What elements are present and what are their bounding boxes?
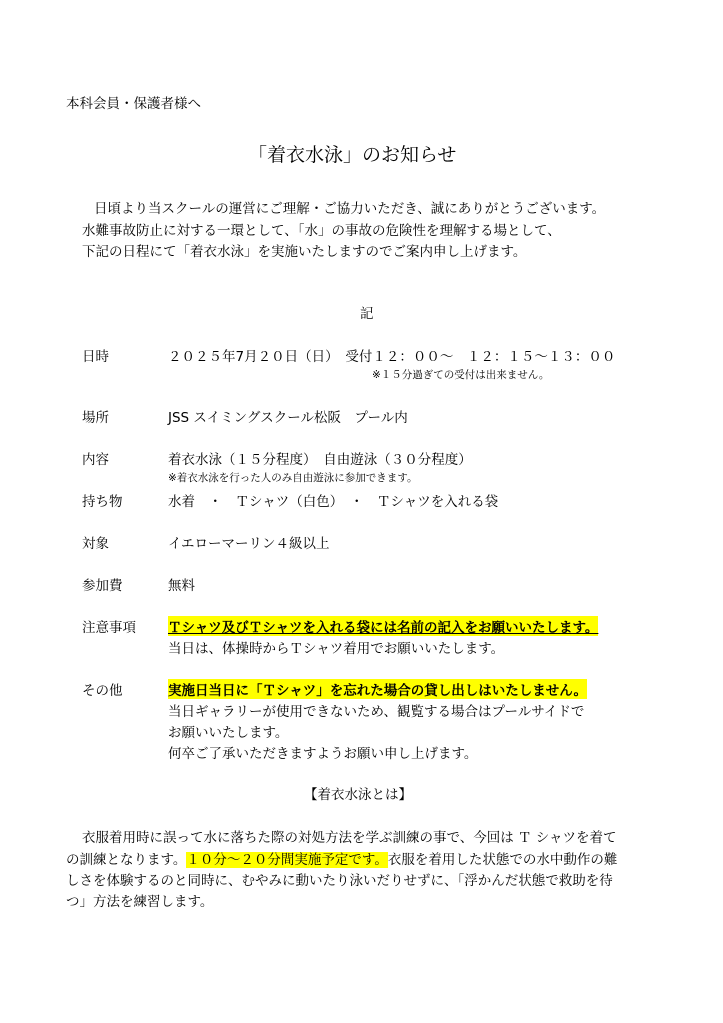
about-line-3: しさを体験するのと同時に、むやみに動いたり泳いだりせずに、「浮かんだ状態で救助を待 xyxy=(66,873,613,889)
intro-line-3: 下記の日程にて「着衣水泳」を実施いたしますのでご案内申し上げます。 xyxy=(82,244,527,260)
items-label: 持ち物 xyxy=(82,494,123,510)
other-highlight: 実施日当日に「Ｔシャツ」を忘れた場合の貸し出しはいたしません。 xyxy=(168,679,587,699)
page-title: 「着衣水泳」のお知らせ xyxy=(248,144,457,166)
place-label: 場所 xyxy=(82,410,109,426)
target-label: 対象 xyxy=(82,536,109,552)
ki-mark: 記 xyxy=(360,306,374,322)
other-line-4: 何卒ご了承いただきますようお願い申し上げます。 xyxy=(168,746,478,762)
about-line-2b: 衣服を着用した状態での水中動作の難 xyxy=(387,852,618,868)
place-value: JSS スイミングスクール松阪 プール内 xyxy=(168,410,408,426)
content-label: 内容 xyxy=(82,452,109,468)
date-value: ２０２５年7月２０日（日） 受付１２：００～ １２：１５～１３：００ xyxy=(168,349,616,365)
items-value: 水着 ・ Ｔシャツ（白色） ・ Ｔシャツを入れる袋 xyxy=(168,494,499,510)
other-line-3: お願いいたします。 xyxy=(168,725,289,741)
caution-label: 注意事項 xyxy=(82,620,136,636)
intro-line-1: 日頃より当スクールの運営にご理解・ご協力いただき、誠にありがとうございます。 xyxy=(94,201,606,217)
date-note: ※１５分過ぎての受付は出来ません。 xyxy=(372,369,550,381)
about-line-2 xyxy=(66,848,617,868)
other-line-2: 当日ギャラリーが使用できないため、観覧する場合はプールサイドで xyxy=(168,704,585,720)
caution-line-2: 当日は、体操時からＴシャツ着用でお願いいたします。 xyxy=(168,641,505,657)
other-label: その他 xyxy=(82,683,123,699)
about-line-1: 衣服着用時に誤って水に落ちた際の対処方法を学ぶ訓練の事で、今回は Ｔ シャツを着て xyxy=(82,830,617,846)
intro-line-2: 水難事故防止に対する一環として、「水」の事故の危険性を理解する場として、 xyxy=(82,223,561,239)
caution-highlight: Ｔシャツ及びＴシャツを入れる袋には名前の記入をお願いいたします。 xyxy=(168,616,598,636)
date-label: 日時 xyxy=(82,349,109,365)
about-line-2a: の訓練となります。 xyxy=(66,852,187,868)
about-line-4: つ」方法を練習します。 xyxy=(66,894,214,910)
content-value: 着衣水泳（１５分程度） 自由遊泳（３０分程度） xyxy=(168,452,472,468)
recipient: 本科会員・保護者様へ xyxy=(66,96,201,112)
target-value: イエローマーリン４級以上 xyxy=(168,536,330,552)
fee-value: 無料 xyxy=(168,578,195,594)
about-heading: 【着衣水泳とは】 xyxy=(304,787,412,803)
content-note: ※着衣水泳を行った人のみ自由遊泳に参加できます。 xyxy=(168,472,418,484)
fee-label: 参加費 xyxy=(82,578,123,594)
about-highlight: １０分～２０分間実施予定です。 xyxy=(186,852,388,868)
